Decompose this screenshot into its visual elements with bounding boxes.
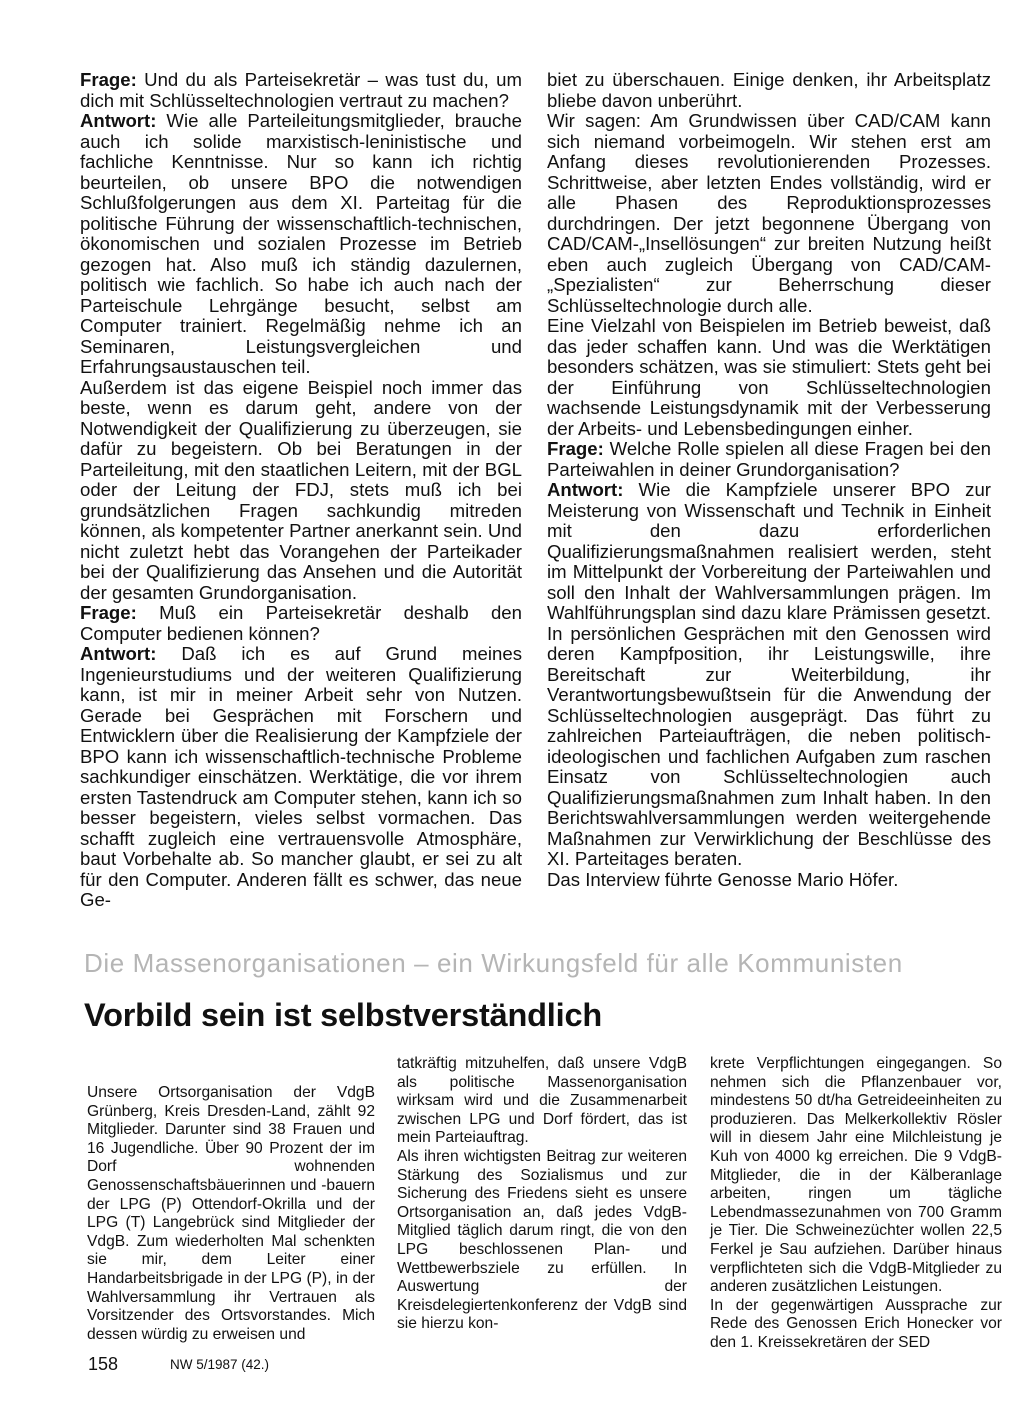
paragraph xyxy=(547,70,991,111)
page-number: 158 xyxy=(88,1354,119,1374)
paragraph xyxy=(547,316,991,439)
paragraph xyxy=(547,439,991,480)
paragraph xyxy=(80,111,522,378)
answer-label: Antwort: xyxy=(80,643,157,664)
paragraph-text: Welche Rolle spielen all diese Fragen bei den Parteiwahlen in deiner Grundorganisation? xyxy=(547,438,991,480)
paragraph-text: Wie die Kampfziele unserer BPO zur Meisterung von Wissenschaft und Technik in Einheit mit den dazu erforderlichen Qualifizierungsmaßnahmen realisiert werden, steht im Mittelpunkt der Vorbereitung der Parteiwahlen und soll den Inhalt der Wahlversammlungen prägen. Im Wahlführungsplan sind dazu klare Prämissen gesetzt. In persönlichen Gesprächen mit den Genossen wird deren Kampfposition, ihr Leistungswille, ihre Bereitschaft zur Weiterbildung, ihr Verantwortungsbewußtsein für die Anwendung der Schlüsseltechnologien ausgeprägt. Das führt zu zahlreichen Parteiaufträgen, die neben politisch-ideologischen und fachlichen Aufgaben zum raschen Einsatz von Schlüsseltechnologien auch Qualifizierungsmaßnahmen zum Inhalt haben. In den Berichtswahlversammlungen werden weitergehende Maßnahmen zur Verwirklichung der Beschlüsse des XI. Parteitages beraten. xyxy=(547,479,991,869)
paragraph xyxy=(80,644,522,911)
paragraph-text: Und du als Parteisekretär – was tust du, um dich mit Schlüsseltechnologien vertraut zu machen? xyxy=(80,69,522,111)
interview-column-left xyxy=(80,70,522,911)
paragraph xyxy=(547,480,991,870)
issue-reference: NW 5/1987 (42.) xyxy=(170,1357,270,1372)
paragraph xyxy=(80,378,522,604)
section-series-title: Die Massenorganisationen – ein Wirkungsfeld für alle Kommunisten xyxy=(84,948,903,978)
answer-label: Antwort: xyxy=(80,110,157,131)
article-column-3 xyxy=(710,1055,1002,1353)
interview-credit xyxy=(547,870,991,891)
paragraph-text: Wir sagen: Am Grundwissen über CAD/CAM kann sich niemand vorbeimogeln. Wir stehen erst am Anfang dieses revolutionierenden Prozesses. Schrittweise, aber letzten Endes vollständig, wird er alle Phasen des Reproduktionsprozesses durchdringen. Der jetzt begonnene Übergang von CAD/CAM-„Insellösungen“ zur breiten Nutzung heißt eben auch zugleich Übergang von CAD/CAM-„Spezialisten“ zur Beherrschung dieser Schlüsseltechnologie durch alle. xyxy=(547,110,991,316)
question-label: Frage: xyxy=(80,602,137,623)
question-label: Frage: xyxy=(80,69,137,90)
paragraph: Als ihren wichtigsten Beitrag zur weiteren Stärkung des Sozialismus und zur Sicherung des Friedens sieht es unsere Ortsorganisation an, daß jedes VdgB-Mitglied täglich darum ringt, die von den LPG beschlossenen Plan- und Wettbewerbsziele zu erfüllen. In Auswertung der Kreisdelegiertenkonferenz der VdgB sind sie hierzu kon- xyxy=(397,1147,687,1333)
paragraph: tatkräftig mitzuhelfen, daß unsere VdgB als politische Massenorganisation wirksam wird und die Zusammenarbeit zwischen LPG und Dorf fördert, das ist mein Parteiauftrag. xyxy=(397,1055,687,1147)
paragraph: In der gegenwärtigen Aussprache zur Rede des Genossen Erich Honecker vor den 1. Kreissekretären der SED xyxy=(710,1296,1002,1351)
paragraph-text: Muß ein Parteisekretär deshalb den Computer bedienen können? xyxy=(80,602,522,644)
paragraph: krete Verpflichtungen eingegangen. So nehmen sich die Pflanzenbauer vor, mindestens 50 dt/ha Getreideeinheiten zu produzieren. Das Melkerkollektiv Rösler will in diesem Jahr eine Milchleistung je Kuh von 4000 kg erreichen. Die 9 VdgB-Mitglieder, die in der Kälberanlage arbeiten, ringen um tägliche Lebendmassezunahmen von 700 Gramm je Tier. Die Schweinezüchter wollen 22,5 Ferkel je Sau aufziehen. Darüber hinaus verpflichteten sich die VdgB-Mitglieder zu anderen zusätzlichen Leistungen. xyxy=(710,1055,1002,1296)
question-label: Frage: xyxy=(547,438,604,459)
paragraph xyxy=(547,111,991,316)
paragraph: Unsere Ortsorganisation der VdgB Grünberg, Kreis Dresden-Land, zählt 92 Mitglieder. Darunter sind 38 Frauen und 16 Jugendliche. Über 90 Prozent der im Dorf wohnenden Genossenschaftsbäuerinnen und -bauern der LPG (P) Ottendorf-Okrilla und der LPG (T) Langebrück sind Mitglieder der VdgB. Zum wiederholten Mal schenkten sie mir, dem Leiter einer Handarbeitsbrigade in der LPG (P), in der Wahlversammlung ihr Vertrauen als Vorsitzender des Ortsvorstandes. Mich dessen würdig zu erweisen und xyxy=(87,1084,375,1343)
paragraph xyxy=(80,603,522,644)
interview-column-right xyxy=(547,70,991,890)
paragraph-text: Das Interview führte Genosse Mario Höfer. xyxy=(547,868,899,890)
article-column-1 xyxy=(87,1084,375,1344)
article-headline: Vorbild sein ist selbstverständlich xyxy=(84,997,602,1033)
paragraph-text: Wie alle Parteileitungsmitglieder, brauche auch ich solide marxistisch-leninistische und fachliche Kenntnisse. Nur so kann ich richtig beurteilen, ob unsere BPO die notwendigen Schlußfolgerungen aus dem XI. Parteitag für die politische Führung der wissenschaftlich-technischen, ökonomischen und sozialen Prozesse im Betrieb gezogen hat. Also muß ich ständig dazulernen, politisch wie fachlich. So habe ich auch nach der Parteischule Lehrgänge besucht, selbst am Computer trainiert. Regelmäßig nehme ich an Seminaren, Leistungsvergleichen und Erfahrungsaustauschen teil. xyxy=(80,110,522,377)
paragraph xyxy=(80,70,522,111)
paragraph-text: biet zu überschauen. Einige denken, ihr Arbeitsplatz bliebe davon unberührt. xyxy=(547,69,991,111)
paragraph-text: Daß ich es auf Grund meines Ingenieurstudiums und der weiteren Qualifizierung kann, ist mir in meiner Arbeit sehr von Nutzen. Gerade bei Gesprächen mit Forschern und Entwicklern über die Realisierung der Kampfziele der BPO kann ich wissenschaftlich-technische Probleme sachkundiger einschätzen. Werktätige, die vor ihrem ersten Tastendruck am Computer stehen, kann ich so besser begeistern, vieles selbst vormachen. Das schafft zugleich eine vertrauensvolle Atmosphäre, baut Vorbehalte ab. So mancher glaubt, er sei zu alt für den Computer. Anderen fällt es schwer, das neue Ge- xyxy=(80,643,522,910)
article-column-2 xyxy=(397,1055,687,1334)
paragraph-text: Eine Vielzahl von Beispielen im Betrieb beweist, daß das jeder schaffen kann. Und was die Werktätigen besonders schätzen, was sie stimuliert: Stets geht bei der Einführung von Schlüsseltechnologien wachsende Leistungsdynamik mit der Verbesserung der Arbeits- und Lebensbedingungen einher. xyxy=(547,315,991,439)
answer-label: Antwort: xyxy=(547,479,624,500)
paragraph-text: Außerdem ist das eigene Beispiel noch immer das beste, wenn es darum geht, andere von der Notwendigkeit der Qualifizierung zu überzeugen, sie dafür zu begeistern. Ob bei Beratungen in der Parteileitung, mit den staatlichen Leitern, mit der BGL oder der Leitung der FDJ, stets muß ich bei grundsätzlichen Fragen sachkundig mitreden können, als kompetenter Partner anerkannt sein. Und nicht zuletzt hebt das Vorangehen der Parteikader bei der Qualifizierung das Ansehen und die Autorität der gesamten Grundorganisation. xyxy=(80,376,522,603)
